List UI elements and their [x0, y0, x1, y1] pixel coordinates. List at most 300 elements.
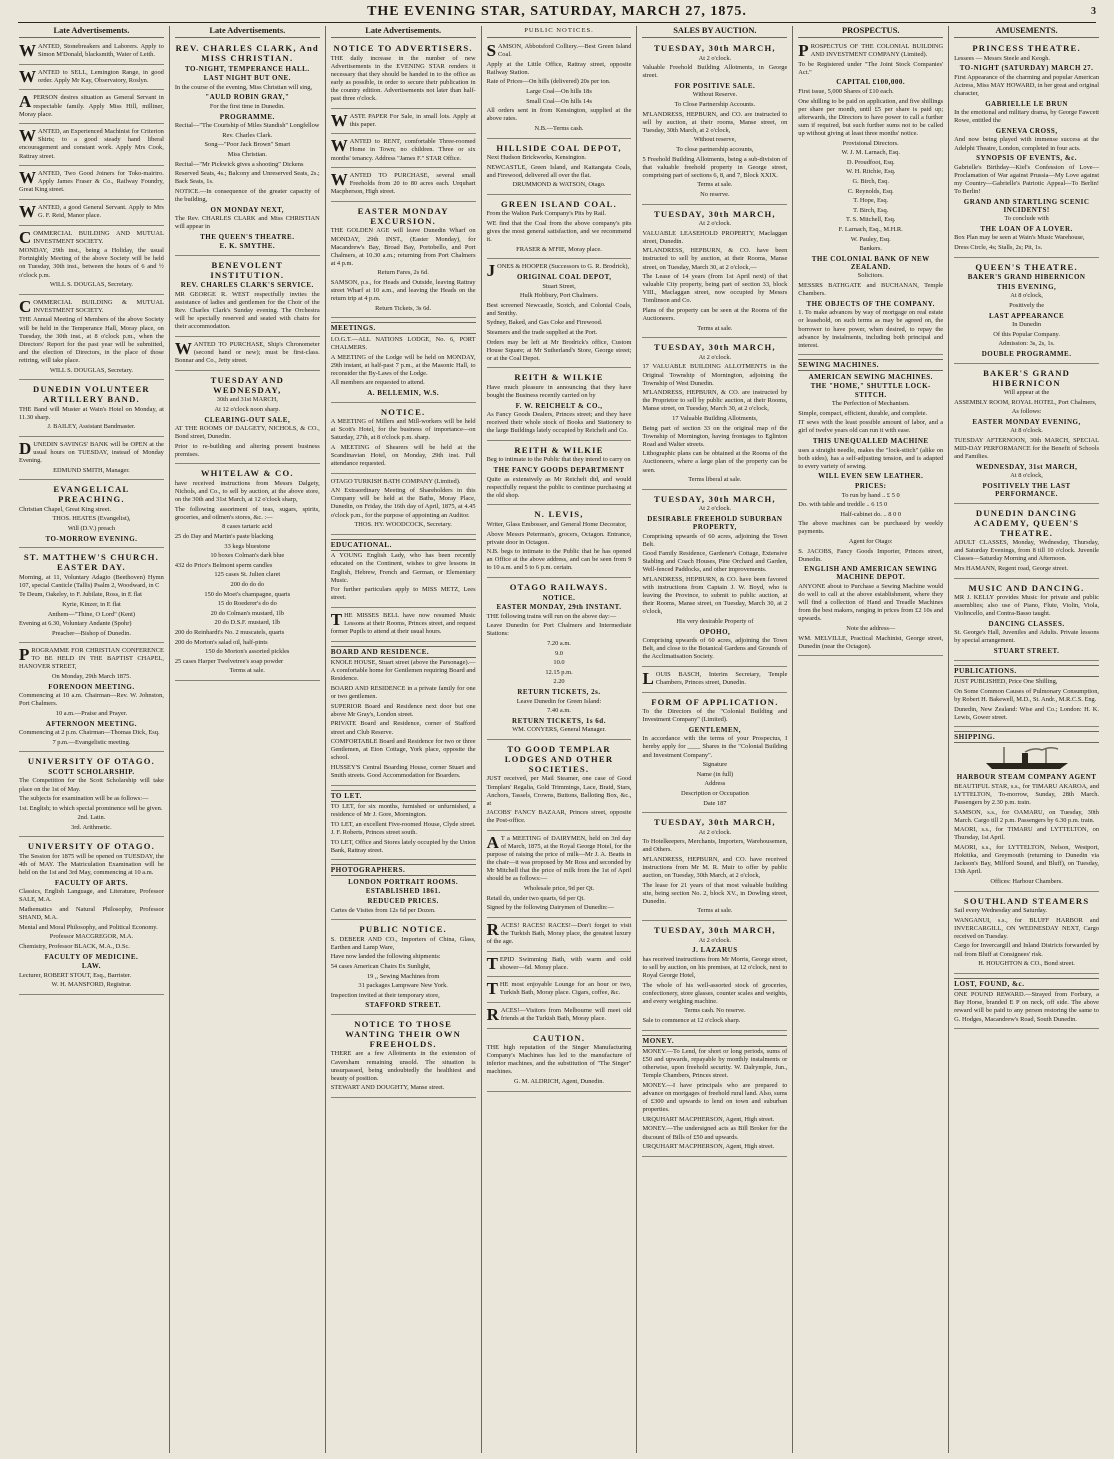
drop-cap: L: [642, 668, 654, 688]
ad-text: TO LET, for six months, furnished or unfurnished, a residence of Mr J. Gore, Mornington.: [330, 803, 476, 819]
ad-text: MONDAY, 29th inst., being a Holiday, the usual Fortnightly Meeting of the above Society will be held on Tuesday, 30th inst., between the hours of 6 and ½ o'clock p.m.: [19, 247, 164, 279]
ad-text: Description or Occupation: [680, 789, 749, 797]
ad-text: TO LET, Office and Stores lately occupied by the Union Bank, Rattray street.: [330, 838, 476, 854]
ad-text: WANTED, a good General Servant. Apply to Mrs G. F. Reid, Manor place.: [19, 201, 164, 221]
advertisement: [331, 644, 476, 786]
advertisement: [642, 340, 787, 489]
ad-text: First Appearance of the charming and popular American Actress, Miss MAY HOWARD, in her great and original character,: [954, 73, 1100, 97]
ad-text: All orders sent in from Kensington, supplied at the above rates.: [486, 107, 632, 123]
ad-text: RETURN TICKETS, 1s 6d.: [512, 716, 606, 725]
ad-text: 25 cases Harper Twelvetree's soap powder: [174, 657, 284, 665]
ad-text: RACES! RACES! RACES!—Don't forget to visit the Turkish Bath, Moray place, the greatest luxury of the age.: [486, 919, 632, 945]
ad-text: 5 Freehold Building Allotments, being a sub-division of that valuable freehold property in George street, comprising part of sections 6, 8, and 7, Block XXIX.: [642, 155, 788, 179]
ad-headline: TUESDAY AND WEDNESDAY,: [210, 374, 285, 395]
ad-text: S. DEBEER AND CO., Importers of China, Glass, Earthen and Lamp Ware,: [330, 935, 476, 951]
advertisement: [19, 839, 164, 994]
ad-text: 150 do Moet's champagne, quarts: [204, 590, 291, 598]
ad-headline: CAUTION.: [532, 1032, 586, 1043]
ad-text: PRICES:: [854, 482, 887, 490]
drop-cap: A: [486, 832, 499, 852]
ad-text: THE QUEEN'S THEATRE.: [200, 232, 295, 241]
drop-cap: P: [19, 645, 30, 665]
ad-text: ON MONDAY NEXT,: [210, 205, 285, 214]
section-heading: PUBLICATIONS.: [954, 665, 1099, 677]
ad-text: Being part of section 33 on the original map of the Township of Mornington, having frontages to Eglinton Road and Walter streets.: [642, 424, 788, 448]
drop-cap: P: [798, 41, 809, 61]
ad-text: At 2 o'clock.: [698, 828, 732, 836]
advertisement: [19, 168, 164, 200]
advertisement: [954, 894, 1099, 974]
ad-text: THE Annual Meeting of Members of the above Society will be held in the Temperance Hall, Moray place, on Tuesday, the 30th inst., at 8 o'clock p.m., when the Directors' Report for the past year will be submitted, and the election of Directors, in the place of those retiring, will take place.: [19, 316, 164, 364]
ad-text: Recital—"The Courtship of Miles Standish" Longfellow: [174, 122, 320, 130]
ad-text: PROGRAMME.: [219, 112, 275, 121]
ad-text: THE MISSES BELL have now resumed Music Lessons at their Rooms, Princes street, and request former Pupils to attend at their usual hours.: [330, 609, 476, 636]
ad-text: Rate of Prices—On hills (delivered) 20s per ton.: [486, 78, 611, 86]
ad-text: 200 do Reinhardt's No. 2 muscatels, quarts: [174, 628, 285, 636]
advertisement: [331, 320, 476, 402]
ad-text: 17 Valuable Building Allotments,: [672, 414, 758, 422]
ad-text: REDUCED PRICES.: [367, 897, 439, 905]
advertisement: [175, 258, 320, 337]
ad-text: THE "HOME," SHUTTLE LOCK-STITCH.: [810, 382, 931, 399]
ad-text: DOUBLE PROGRAMME.: [981, 349, 1072, 358]
ad-text: Terms cash. No reserve.: [684, 1007, 746, 1015]
ad-headline: WHITELAW & CO.: [200, 468, 294, 479]
ad-text: 200 do do do: [230, 581, 265, 588]
advertisement: [331, 405, 476, 474]
ad-text: THOS. HEATES (Evangelist),: [52, 515, 131, 523]
advertisement: [331, 136, 476, 168]
ad-text: TEPID Swimming Bath, with warm and cold shower—6d. Moray place.: [486, 953, 632, 973]
section-heading: SEWING MACHINES.: [798, 359, 943, 371]
advertisement: [487, 833, 632, 918]
ad-text: PRIVATE Board and Residence, corner of Stafford street and Club Reserve.: [330, 720, 476, 736]
ad-text: SAMSON, Abbotsford Colliery.—Best Green Island Coal.: [486, 41, 632, 61]
advertisement: [19, 439, 164, 480]
ad-text: PROGRAMME FOR CHRISTIAN CONFERENCE TO BE HELD IN THE BAPTIST CHAPEL, HANOVER STREET,: [19, 645, 164, 671]
ad-text: Admission: 3s, 2s, 1s.: [998, 340, 1055, 348]
ad-headline: ST. MATTHEW'S CHURCH. EASTER DAY.: [23, 552, 160, 573]
advertisement: [642, 923, 787, 1030]
ad-headline: PUBLIC NOTICE.: [359, 924, 447, 935]
ad-text: The lease for 21 years of that most valuable building site, being section No. 2, block XV., in Dowling street, Dunedin.: [642, 881, 788, 905]
ad-text: A PERSON desires situation as General Servant in respectable family. Apply Miss Hill, milliner, Moray place.: [19, 92, 164, 118]
ad-text: Without reserve,: [693, 136, 737, 144]
ad-text: Prior to re-building and altering present business premises.: [174, 442, 320, 458]
drop-cap: R: [486, 919, 499, 939]
ad-text: The subjects for examination will be as follows:—: [19, 795, 149, 803]
ad-text: THE Band will Muster at Wain's Hotel on Monday, at 11.30 sharp.: [19, 405, 164, 421]
ad-text: MR J. KELLY provides Music for private and public assemblies; also use of Piano, Flute, Violin, Viola, Violincello, and Contra-Basso taught.: [954, 594, 1100, 618]
drop-cap: W: [19, 41, 36, 61]
ad-headline: EVANGELICAL PREACHING.: [53, 484, 130, 505]
ad-headline: MUSIC AND DANCING.: [968, 582, 1085, 593]
ad-text: Note the address—: [846, 625, 896, 632]
ad-text: Lithographic plans can be obtained at the Rooms of the Auctioneers, where a large plan of the property can be seen.: [642, 450, 788, 474]
ad-text: WE find that the Coal from the above company's pits gives the most general satisfaction, and we recommend it.: [486, 220, 632, 244]
ad-text: At 8 o'clock.: [1010, 427, 1043, 435]
ad-text: Name (in full): [696, 770, 734, 778]
ad-text: Cargo for Invercargill and Inland Districts forwarded by rail from Bluff at Consignees' risk.: [954, 942, 1100, 958]
ad-text: Solicitors.: [857, 272, 884, 280]
ad-text: 10 boxes Colman's dark blue: [210, 552, 285, 560]
ad-text: Cartes de Visites from 12s 6d per Dozen.: [330, 906, 436, 914]
ad-text: Lecturer, ROBERT STOUT, Esq., Barrister.: [19, 971, 132, 979]
ad-text: 31 packages Lampware New York.: [358, 982, 448, 990]
advertisement: [642, 492, 787, 667]
advertisement: [487, 507, 632, 578]
ad-text: Have now landed the following shipments:: [330, 953, 441, 961]
ad-headline: REITH & WILKIE: [514, 372, 604, 383]
ad-headline: BAKER'S GRAND HIBERNICON: [983, 367, 1071, 388]
advertisement: [487, 261, 632, 368]
advertisement: [331, 610, 476, 642]
advertisement: [331, 204, 476, 318]
ad-text: Positively the: [1009, 301, 1045, 309]
drop-cap: W: [19, 201, 36, 221]
columns: [14, 26, 1104, 1453]
advertisement: [19, 228, 164, 295]
ad-headline: TO GOOD TEMPLAR LODGES AND OTHER SOCIETIES.: [504, 743, 614, 774]
ad-text: Will appear at the: [1003, 389, 1050, 396]
ad-text: 150 do Morton's assorted pickles: [205, 648, 290, 656]
ad-text: The Session for 1875 will be opened on TUESDAY, the 4th of MAY. The Matriculation Examination will be held on the 1st and 3rd May, commencing at 10 a.m.: [19, 852, 164, 877]
column-header: AMUSEMENTS.: [954, 27, 1099, 38]
section-heading: SHIPPING.: [954, 731, 1099, 743]
ad-text: 7.20 a.m.: [547, 639, 571, 647]
ad-text: 12.15 p.m.: [545, 668, 573, 676]
ad-text: MR GEORGE R. WEST respectfully invites the assistance of ladies and gentlemen for the Choir of the Rev. Charles Clark's Sunday evening. The Orchestra will be specially reserved and seated with chairs for their accommodation.: [174, 291, 320, 331]
ad-text: At 8 o'clock,: [1010, 292, 1043, 300]
ad-text: MONEY.—To Lend, for short or long periods, sums of £50 and upwards, repayable by monthly instalments or otherwise, upon freehold security. W. Dalrymple, Jun., Temple Chambers, Princes street.: [642, 1048, 788, 1080]
ad-text: N.B. begs to intimate to the Public that he has opened an Office at the above address, and can be seen from 9 to 10 a.m. and 5 to 6 p.m. certain.: [486, 548, 632, 572]
ad-text: WANTED, Stonebreakers and Laborers. Apply to Simon M'Donald, blacksmith, Water of Leith.: [19, 41, 164, 61]
ad-text: NEWCASTLE, Green Island, and Kaitangata Coals, and Firewood, delivered all over the flat.: [486, 163, 632, 179]
ad-text: Terms at sale.: [697, 181, 733, 189]
ad-text: Leave Dunedin for Green Island:: [516, 697, 602, 705]
advertisement: [331, 111, 476, 135]
ad-text: HUSSEY'S Central Boarding House, corner Stuart and Smith streets. Good Accommodation for Boarders.: [330, 763, 476, 779]
ad-text: Comprising upwards of 60 acres, adjoining the Town Belt, and close to the Botanical Gardens and Grounds of the Acclimatisation Society.: [642, 637, 788, 661]
advertisement: [642, 1033, 787, 1157]
ad-list: [798, 41, 943, 656]
ad-text: Lessees — Messrs Steele and Keogh.: [954, 54, 1050, 62]
ad-text: Without Reserve.: [692, 91, 738, 99]
ad-text: GRAND AND STARTLING SCENIC INCIDENTS!: [963, 197, 1090, 214]
advertisement: [175, 41, 320, 256]
ad-text: F. W. REICHELT & CO.,: [515, 401, 603, 410]
advertisement: [331, 41, 476, 109]
ad-headline: TUESDAY, 30th MARCH,: [654, 342, 776, 353]
section-heading: PHOTOGRAPHERS.: [331, 864, 476, 876]
ad-text: As follows:: [1011, 408, 1042, 416]
ad-text: WILL EVEN SEW LEATHER.: [818, 472, 924, 481]
ad-text: WM. MELVILLE, Practical Machinist, George street, Dunedin (near the Octagon).: [798, 634, 944, 650]
ad-text: Dunedin, New Zealand: Wise and Co.; London: H. K. Lewis, Gower street.: [954, 705, 1100, 721]
advertisement: [954, 663, 1099, 728]
column-header: PROSPECTUS.: [798, 27, 943, 38]
ad-text: REV. CHARLES CLARK'S SERVICE.: [180, 281, 314, 290]
advertisement: [331, 170, 476, 202]
ad-text: J. LAZARUS: [692, 946, 738, 955]
ad-text: As Fancy Goods Dealers, Princes street; and they have received their whole stock of Books and Stationery to the large Buildings lately occupied by Reichelt and Co.: [486, 411, 632, 435]
ad-headline: TUESDAY, 30th MARCH,: [654, 43, 776, 54]
ad-text: FOR POSITIVE SALE.: [674, 81, 756, 90]
drop-cap: T: [486, 979, 498, 999]
column-header: Late Advertisements.: [331, 27, 476, 38]
advertisement: [642, 669, 787, 693]
ad-text: THE GOLDEN AGE will leave Dunedin Wharf on MONDAY, 29th INST., (Easter Monday), for Macandrew's Bay, Broad Bay, Portobello, and Port Chalmers, at 10.30 a.m.; returning from Port Chalmers at 4 p.m.: [330, 227, 476, 267]
ad-text: 3rd. Arithmetic.: [71, 823, 112, 831]
ad-headline: NOTICE.: [380, 406, 426, 417]
advertisement: [175, 466, 320, 680]
ad-text: LAST APPEARANCE: [988, 311, 1065, 320]
advertisement: [487, 141, 632, 195]
ad-text: 1st. English; to which special prominence will be given.: [19, 804, 163, 812]
ad-text: Anthem—"Thine, O Lord" (Kent): [47, 610, 136, 618]
advertisement: [487, 41, 632, 138]
ad-text: Hulk Hobbury, Port Chalmers.: [519, 292, 599, 300]
drop-cap: C: [19, 296, 32, 316]
ad-text: OPOHO,: [699, 627, 731, 636]
ad-text: ONE POUND REWARD.—Strayed from Forbury, a Bay Horse, branded E P on neck, off side. The above reward will be paid to any person restoring the same to G. Hodges, Macandrew's Road, South Dunedin.: [954, 991, 1100, 1023]
ad-text: 7 p.m.—Evangelistic meeting.: [52, 738, 131, 746]
ad-text: STEWART AND DOUGHTY, Manse street.: [330, 1084, 445, 1092]
ad-text: M'LANDRESS, HEPBURN, & CO. are instructed by the Proprietor to sell by public auction, at their Rooms, Manse street, on Tuesday, March 30, at 2 o'clock,: [642, 389, 788, 413]
advertisement: [331, 476, 476, 535]
ad-headline: PRINCESS THEATRE.: [972, 43, 1081, 54]
ad-headline: TUESDAY, 30th MARCH,: [654, 208, 776, 219]
ad-text: WILL S. DOUGLAS, Secretary.: [49, 366, 133, 374]
ad-text: W. H. MANSFORD, Registrar.: [51, 981, 132, 989]
ad-text: Return Tickets, 3s 6d.: [375, 304, 432, 312]
ad-text: KNOLE HOUSE, Stuart street (above the Parsonage).—A comfortable home for Gentlemen requiring Board and Residence.: [330, 659, 476, 683]
ad-text: DANCING CLASSES.: [988, 619, 1065, 628]
advertisement: [331, 537, 476, 608]
ad-text: WANTED to RENT, comfortable Three-roomed Home in Town; no children. Three or six months' tenancy. Address "James F." STAR Office.: [330, 136, 476, 162]
ad-text: Quite as extensively as Mr Reichelt did, and would respectfully request the public to continue purchasing at the old shop.: [486, 475, 632, 499]
ad-text: M'LANDRESS, HEPBURN, and CO. are instructed to sell by auction, at their rooms, Manse street, on Tuesday, 30th March, at 2 o'clock,: [642, 110, 788, 134]
ad-text: COMMERCIAL BUILDING AND MUTUAL INVESTMENT SOCIETY.: [19, 227, 164, 247]
drop-cap: W: [330, 136, 348, 156]
ad-text: S. JACOBS, Fancy Goods Importer, Princes street, Dunedin.: [798, 547, 944, 563]
ad-text: uses a straight needle, makes the "lock-stitch" (alike on both sides), has a self-adjusting tension, and is adapted to every variety of sewing.: [798, 446, 944, 470]
ad-text: WANTED to SELL, Lemington Range, in good order. Apply Mr Kay, Observatory, Roslyn.: [19, 66, 164, 86]
section-heading: EDUCATIONAL.: [331, 539, 476, 551]
ad-text: DRUMMOND & WATSON, Otago.: [512, 181, 606, 189]
ad-text: THE following trains will run on the above day:—: [486, 612, 617, 620]
advertisement: [19, 41, 164, 65]
ad-text: A T a MEETING of DAIRYMEN, held on 3rd day of March, 1875, at the Royal George Hotel, for the purpose of raising the price of milk—Mr J. A. Beatts in the chair—it was proposed by Mr Ross and seconded by Mr Mitchell that the price of milk from the 1st of April should be as follows:—: [486, 832, 632, 883]
ad-text: 2.20: [553, 678, 565, 686]
ad-text: LAW.: [81, 962, 101, 971]
advertisement: [19, 92, 164, 124]
advertisement: [798, 357, 943, 656]
ad-text: THE OBJECTS OF THE COMPANY.: [806, 299, 935, 308]
ad-text: Retail do, under two quarts, 6d per Qt.: [486, 894, 585, 902]
column-header: Late Advertisements.: [19, 27, 164, 38]
ad-text: At 2 o'clock.: [698, 353, 732, 361]
section-heading: BOARD AND RESIDENCE.: [331, 646, 476, 658]
column-5: [637, 26, 793, 1453]
ad-text: T. S. Mitchell, Esq.: [846, 216, 896, 224]
ad-text: Half-cabinet do. .. 8 0 0: [840, 510, 902, 518]
ad-headline: EASTER MONDAY EXCURSION.: [357, 205, 449, 226]
ad-text: WM. CONYERS, General Manager.: [512, 726, 606, 734]
ad-text: In the course of the evening, Miss Christian will sing,: [174, 83, 313, 91]
ad-text: Sydney, Baked, and Gas Coke and Firewood.: [486, 319, 603, 327]
advertisement: [175, 339, 320, 371]
ad-text: Of this Popular Company.: [993, 330, 1060, 338]
ad-text: 15 do Roederer's do do: [217, 600, 277, 608]
ad-text: The Lease of 14 years (from 1st April next) of that valuable City property, being part of section 33, block VIII., Maclaggan street, now occupied by Messrs Tomlinson and Co.: [642, 273, 788, 305]
ad-text: Small Coal—On hills 14s: [526, 97, 592, 105]
ad-text: Large Coal—On hills 18s: [526, 88, 592, 96]
ad-text: AT THE ROOMS OF DALGETY, NICHOLS, & CO., Bond street, Dunedin.: [174, 425, 320, 441]
ad-text: Te Deum, Oakeley, to F. Jubilate, Ross, in E flat: [19, 591, 142, 599]
advertisement: [954, 976, 1099, 1029]
ad-text: IT sews with the least possible amount of labor, and a girl of twelve years old can run it with ease.: [798, 419, 944, 435]
advertisement: [331, 788, 476, 861]
ad-text: Mathematics and Natural Philosophy, Professor SHAND, M.A.: [19, 906, 164, 922]
ad-text: Mental and Moral Philosophy, and Political Economy.: [19, 923, 158, 931]
ad-text: The Rev. CHARLES CLARK and Miss CHRISTIAN will appear in: [174, 215, 320, 231]
advertisement: [487, 742, 632, 831]
ad-text: SAMSON, p.s., for Heads and Outside, leaving Rattray street Wharf at 10 a.m., and leaving the Heads on the return trip at 4 p.m.: [330, 278, 476, 303]
column-7: [949, 26, 1104, 1453]
ad-text: C. Reynolds, Esq.: [847, 187, 894, 195]
ad-text: SUPERIOR Board and Residence next door but one above Mr Gray's, London street.: [330, 702, 476, 718]
ad-text: THE daily increase in the number of new Advertisements in the EVENING STAR renders it necessary that they should be handed in to the office as early as possible, in order to secure their publication in the country edition. Advertisements not later than half-past three o'clock.: [330, 54, 476, 103]
ad-text: 17 VALUABLE BUILDING ALLOTMENTS in the Original Township of Mornington, adjoining the Township of West Dunedin.: [642, 363, 788, 387]
ad-text: Bankers.: [859, 245, 882, 253]
ad-text: NOTICE.—In consequence of the greater capacity of the building,: [174, 187, 320, 203]
ad-text: E. K. SMYTHE.: [219, 242, 276, 251]
advertisement: [487, 1031, 632, 1092]
advertisement: [19, 550, 164, 643]
drop-cap: W: [330, 170, 348, 190]
ad-text: Provisional Directors.: [842, 139, 899, 147]
ad-text: To the Directors of the "Colonial Building and Investment Company" (Limited).: [642, 708, 788, 724]
ad-text: 20 do Colman's mustard, 1lb: [210, 609, 284, 617]
ad-text: For the first time in Dunedin.: [209, 102, 285, 110]
ad-text: MAORI, s.s., for TIMARU and LYTTELTON, on Thursday, 1st April.: [954, 826, 1100, 842]
ad-text: Next Hudson Brickworks, Kensington.: [486, 154, 587, 162]
ad-text: JUST PUBLISHED, Price One Shilling,: [954, 678, 1058, 686]
column-header: PUBLIC NOTICES.: [487, 27, 632, 38]
ad-text: AMERICAN SEWING MACHINES.: [808, 372, 933, 381]
ad-text: Signed by the following Dairymen of Dunedin:—: [486, 904, 615, 912]
ad-text: WANTED, Two Good Joiners for Toko-mairiro. Apply James Fraser & Co., Railway Foundry, Great King street.: [19, 168, 164, 194]
ad-text: Professor MACGREGOR, M.A.: [49, 933, 134, 941]
ad-text: For further particulars apply to MISS METZ, Lees street.: [330, 586, 476, 602]
drop-cap: D: [19, 438, 32, 458]
advertisement: [19, 67, 164, 91]
advertisement: [487, 1005, 632, 1029]
ad-headline: QUEEN'S THEATRE.: [975, 261, 1078, 272]
drop-cap: T: [486, 953, 498, 973]
advertisement: [642, 815, 787, 921]
ad-text: DUNEDIN SAVINGS' BANK will be OPEN at the usual hours on TUESDAY, instead of Monday Evening.: [19, 438, 164, 465]
advertisement: [954, 260, 1099, 364]
ad-text: Terms at sale.: [697, 324, 733, 332]
steamship-icon: [982, 745, 1072, 771]
ad-text: Mrs HAMANN, Regent road, George street.: [954, 564, 1068, 572]
ad-text: Best screened Newcastle, Scotch, and Colonial Coals, and Smithy.: [486, 301, 632, 317]
ad-text: COMMERCIAL BUILDING & MUTUAL INVESTMENT SOCIETY.: [19, 296, 164, 316]
ad-headline: SOUTHLAND STEAMERS: [963, 895, 1090, 906]
advertisement: [487, 197, 632, 259]
masthead: [18, 4, 1096, 23]
ad-headline: TUESDAY, 30th MARCH,: [654, 493, 776, 504]
ad-text: 10 a.m.—Praise and Prayer.: [55, 709, 128, 717]
advertisement: [331, 862, 476, 920]
section-heading: MEETINGS.: [331, 322, 476, 334]
ad-text: STAFFORD STREET.: [365, 1001, 442, 1010]
advertisement: [798, 41, 943, 355]
ad-text: 54 cases American Chairs Ex Sunlight,: [330, 962, 431, 970]
ad-headline: UNIVERSITY OF OTAGO.: [27, 756, 155, 767]
ad-text: W. J. M. Larnach, Esq.: [841, 149, 900, 157]
ad-text: AFTERNOON MEETING.: [45, 719, 137, 728]
ad-text: From the Walton Park Company's Pits by Rail.: [486, 210, 607, 218]
column-2: [170, 26, 326, 1453]
ad-headline: DUNEDIN DANCING ACADEMY, QUEEN'S THEATRE.: [973, 507, 1080, 538]
ad-list: [331, 41, 476, 1098]
ad-headline: REITH & WILKIE: [514, 444, 604, 455]
ad-text: Kyrie, Kinzer, in E flat: [62, 600, 121, 608]
advertisement: [331, 922, 476, 1015]
ad-text: THE FANCY GOODS DEPARTMENT: [493, 466, 625, 475]
ad-text: H. HOUGHTON & CO., Bond street.: [978, 960, 1075, 968]
ad-text: Leave Dunedin for Port Chalmers and Intermediate Stations:: [486, 622, 632, 638]
ad-text: To be Registered under "The Joint Stock Companies' Act.": [798, 60, 944, 76]
ad-text: Gabrielle's Birthday—Kiel's Confession of Love—Proclamation of War against Prussia—My Love against my Country—Gabrielle's Patriotic Appeal—To Berlin! To Berlin!: [954, 163, 1100, 195]
ad-text: Offices: Harbour Chambers.: [990, 877, 1063, 885]
ad-text: GENEVA CROSS,: [995, 126, 1058, 135]
ad-text: Box Plan may be seen at Wain's Music Warehouse,: [954, 234, 1085, 242]
ad-text: Sale to commence at 12 o'clock sharp.: [642, 1016, 741, 1024]
ad-text: EDMUND SMITH, Manager.: [53, 466, 130, 474]
ad-text: BAKER'S GRAND HIBERNICON: [967, 273, 1086, 282]
ad-text: THOS. HY. WOODCOCK, Secretary.: [354, 521, 452, 529]
ad-text: His very desirable Property of: [676, 617, 754, 625]
ad-text: MESSRS BATHGATE and BUCHANAN, Temple Chambers.: [798, 282, 944, 298]
ad-text: Orders may be left at Mr Brodrick's office, Custom House Square; at Mr Sutherland's Store, George street; or at the Coal Depot.: [486, 338, 632, 362]
ad-text: WASTE PAPER For Sale, in small lots. Apply at this paper.: [330, 110, 476, 130]
ad-text: 33 kegs bluestone: [224, 542, 271, 550]
ad-text: SAMSON, s.s., for OAMARU, on Tuesday, 30th March. Cargo till 2 p.m. Passengers by 6.30 p.m. train.: [954, 808, 1100, 824]
ad-text: On Some Common Causes of Pulmonary Consumption, by Robert H. Bakewell, M.D., St. Andr., M.R.C.S. Eng.: [954, 687, 1100, 703]
ad-text: 8 cases tartaric acid: [222, 523, 273, 531]
ad-text: And now being played with immense success at the Adelphi Theatre, London, completed in four acts.: [954, 136, 1100, 152]
ad-text: JACOBS' FANCY BAZAAR, Princes street, opposite the Post-office.: [486, 809, 632, 825]
ad-text: MONEY.—The undersigned acts as Bill Broker for the discount of Bills of £50 and upwards.: [642, 1125, 788, 1141]
ad-text: THE LOAN OF A LOVER.: [980, 224, 1073, 233]
advertisement: [954, 581, 1099, 661]
ad-text: THIS UNEQUALLED MACHINE: [812, 437, 929, 446]
ad-text: ENGLISH AND AMERICAN SEWING MACHINE DEPOT.: [804, 565, 938, 582]
ad-text: Plans of the property can be seen at the Rooms of the Auctioneers.: [642, 307, 788, 323]
drop-cap: A: [19, 92, 32, 112]
ad-text: CAPITAL £100,000.: [836, 78, 906, 87]
ad-text: RACES!—Visitors from Melbourne will meet old friends at the Turkish Bath, Moray place.: [486, 1004, 632, 1024]
ad-headline: NOTICE TO THOSE WANTING THEIR OWN FREEHOLDS.: [345, 1018, 462, 1049]
ad-text: 125 cases St. Julien claret: [214, 571, 281, 579]
ad-text: N.B.—Terms cash.: [534, 124, 584, 132]
drop-cap: W: [174, 339, 192, 359]
ad-list: [19, 41, 164, 995]
